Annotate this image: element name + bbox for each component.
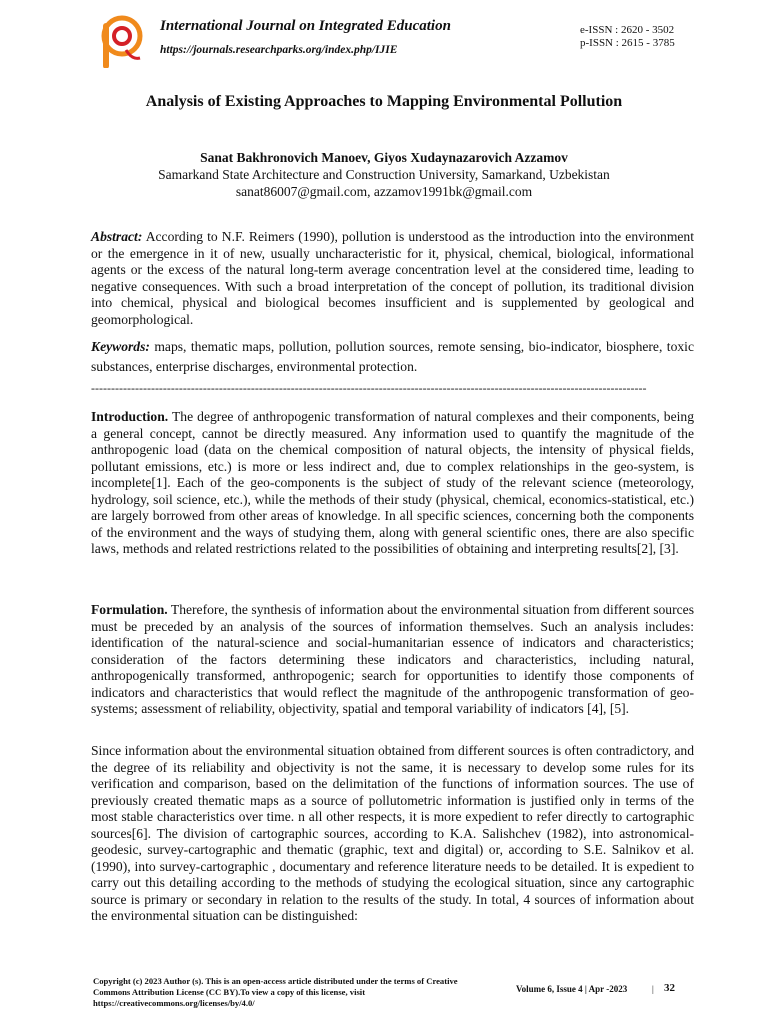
- introduction-paragraph: [91, 409, 694, 558]
- introduction-text: The degree of anthropogenic transformation of natural complexes and their components, being a general concept, cannot be directly measured. Any information used to quantify the magnitude of the anthropogenic load (data on the chemical composition of natural objects, the intensity of physical fields, pollutant emissions, etc.) is more or less indirect and, due to complex relationships in the geo-system, is incomplete[1]. Each of the geo-components is the subject of study of the relevant science (meteorology, hydrology, soil science, etc.), while the methods of their study (physical, chemical, economics-statistical, etc.) are largely borrowed from other areas of knowledge. In all specific sciences, concerning both the components of the environment and the ways of studying them, along with general scientific ones, there are also specific laws, methods and related restrictions related to the possibilities of obtaining and interpreting results[2], [3].: [91, 409, 694, 556]
- keywords-label: Keywords:: [91, 339, 150, 354]
- pissn: p-ISSN : 2615 - 3785: [580, 37, 675, 49]
- author-emails[interactable]: sanat86007@gmail.com, azzamov1991bk@gmail.com: [235, 184, 533, 199]
- eissn: e-ISSN : 2620 - 3502: [580, 24, 675, 36]
- research-parks-logo: [96, 14, 144, 68]
- authors-block: [0, 149, 768, 200]
- journal-url-link[interactable]: https://journals.researchparks.org/index.php/IJIE: [160, 44, 398, 56]
- journal-name: International Journal on Integrated Education: [160, 18, 451, 34]
- issn-block: [580, 24, 675, 50]
- volume-issue: Volume 6, Issue 4 | Apr -2023: [516, 984, 628, 994]
- keywords-text: maps, thematic maps, pollution, pollution sources, remote sensing, bio-indicator, biosphere, toxic substances, enterprise discharges, environmental protection.: [91, 339, 694, 374]
- license-notice: Copyright (c) 2023 Author (s). This is an open-access article distributed under the terms of Creative Commons Attribution License (CC BY).To view a copy of this license, visit https://creativecommons.org/licenses/by/4.0/: [93, 976, 458, 1008]
- body-paragraph-3: Since information about the environmental situation obtained from different sources is often contradictory, and the degree of its reliability and objectivity is not the same, it is necessary to develop some rules for its verification and comparison, based on the delimitation of the functions of information sources. The use of previously created thematic maps as a source of pollutometric information is justified only in terms of the most stable characteristics over time. n all other respects, it is more expedient to refer directly to cartographic sources[6]. The division of cartographic sources, according to K.A. Salishchev (1982), into astronomical-geodesic, survey-cartographic and thematic (graphic, text and digital) or, according to S.E. Salnikov et al. (1990), into survey-cartographic , documentary and reference literature needs to be detailed. It is expedient to carry out this detailing according to the methods of studying the ecological situation, since any cartographic source is primary or secondary in relation to the results of the study. In total, 4 sources of information about the environmental situation can be distinguished:: [91, 743, 694, 923]
- paper-title: Analysis of Existing Approaches to Mapping Environmental Pollution: [145, 93, 623, 110]
- abstract: [91, 229, 694, 328]
- affiliation: Samarkand State Architecture and Construction University, Samarkand, Uzbekistan: [158, 167, 610, 182]
- formulation-paragraph: [91, 602, 694, 718]
- authors: Sanat Bakhronovich Manoev, Giyos Xudaynazarovich Azzamov: [200, 150, 568, 165]
- section-divider: -------------------------------------------------------------------------------------------------------------------------------------------: [91, 382, 647, 394]
- footer-separator: |: [652, 984, 654, 994]
- abstract-text: According to N.F. Reimers (1990), pollution is understood as the introduction into the environment or the emergence in it of new, usually uncharacteristic for it, physical, chemical, biological, informational agents or the excess of the natural long-term average concentration level at the considered time, leading to negative consequences. With such a broad interpretation of the concept of pollution, its traditional division into chemical, physical and biological becomes insufficient and is supplemented by geological and geomorphological.: [91, 229, 694, 327]
- keywords: [91, 337, 694, 377]
- introduction-heading: Introduction.: [91, 409, 169, 424]
- formulation-text: Therefore, the synthesis of information about the environmental situation from different sources must be preceded by an analysis of the sources of information themselves. Such an analysis includes: identification of the natural-science and social-humanitarian essence of indicators and characteristics; consideration of the factors determining these indicators and characteristics, including natural, anthropogenically transformed, anthropogenic; search for opportunities to identify those components of indicators and characteristics that would reflect the magnitude of the anthropogenic transformation of geo-systems; assessment of reliability, objectivity, spatial and temporal variability of indicators [4], [5].: [91, 602, 694, 716]
- abstract-label: Abstract:: [91, 229, 143, 244]
- page-number: 32: [664, 982, 675, 994]
- formulation-heading: Formulation.: [91, 602, 168, 617]
